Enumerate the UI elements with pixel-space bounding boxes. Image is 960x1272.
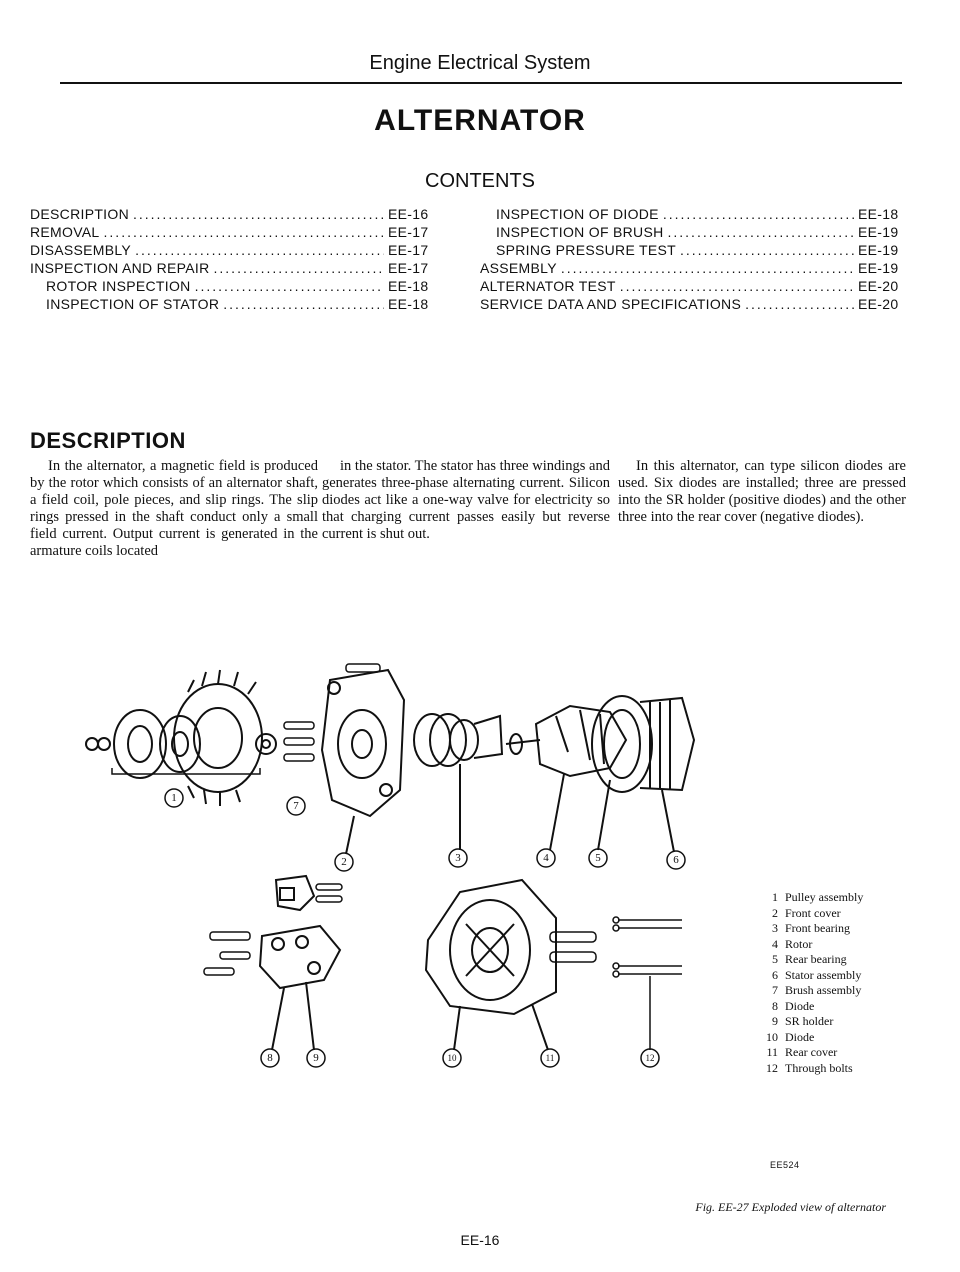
callout-7: 7 — [293, 800, 299, 812]
contents-entry-label: SPRING PRESSURE TEST — [496, 242, 677, 258]
callout-6: 6 — [673, 854, 679, 866]
exploded-view-diagram — [70, 640, 710, 1110]
figure-legend — [762, 890, 863, 1076]
contents-entry-label: ASSEMBLY — [480, 260, 557, 276]
contents-entry-label: INSPECTION OF STATOR — [46, 296, 220, 312]
pulley-assembly-drawing — [86, 670, 276, 806]
contents-entry — [480, 206, 902, 224]
legend-item-number: 2 — [772, 905, 778, 920]
legend-item-number: 4 — [772, 936, 778, 951]
legend-item — [762, 999, 863, 1015]
contents-entry-page: EE-20 — [858, 296, 899, 312]
callout-9: 9 — [313, 1052, 319, 1064]
legend-item-number: 7 — [772, 983, 778, 997]
contents-entry — [480, 260, 902, 278]
contents-heading: CONTENTS — [425, 170, 535, 192]
contents-entry — [30, 242, 432, 260]
legend-item-text: Front bearing — [785, 921, 850, 935]
legend-item-number: 12 — [766, 1060, 778, 1075]
contents-entry-label: ROTOR INSPECTION — [46, 278, 191, 294]
legend-item-text: Through bolts — [785, 1060, 853, 1075]
legend-item — [762, 952, 863, 968]
legend-item-text: Brush assembly — [785, 983, 862, 997]
contents-entry — [30, 206, 432, 224]
callout-5: 5 — [595, 852, 601, 864]
dot-leader — [133, 206, 384, 222]
legend-item-number: 11 — [766, 1045, 778, 1059]
contents-entry-label: SERVICE DATA AND SPECIFICATIONS — [480, 296, 742, 312]
callout-4: 4 — [543, 852, 549, 864]
contents-entry-label: DISASSEMBLY — [30, 242, 132, 258]
dot-leader — [620, 278, 854, 294]
contents-entry-page: EE-19 — [858, 260, 899, 276]
callout-2: 2 — [341, 856, 347, 868]
legend-item — [762, 968, 863, 984]
stator-assembly-drawing — [592, 696, 694, 852]
front-bearing-drawing — [414, 714, 502, 850]
contents-entry-label: DESCRIPTION — [30, 206, 129, 222]
legend-item — [762, 1030, 863, 1046]
figure-code: EE524 — [770, 1160, 800, 1170]
callout-3: 3 — [455, 852, 461, 864]
legend-item-text: Front cover — [785, 905, 841, 920]
contents-entry-page: EE-17 — [388, 260, 429, 276]
brush-assembly-drawing — [276, 876, 342, 910]
legend-item-text: Pulley assembly — [785, 890, 864, 904]
figure-caption: Fig. EE-27 Exploded view of alternator — [695, 1200, 886, 1214]
legend-item-text: Stator assembly — [785, 967, 862, 982]
contents-entry-label: INSPECTION AND REPAIR — [30, 260, 210, 276]
bolt-set-drawing — [284, 722, 314, 761]
contents-entry-label: INSPECTION OF DIODE — [496, 206, 659, 222]
dot-leader — [668, 224, 855, 240]
legend-item — [762, 921, 863, 937]
legend-item — [762, 1014, 863, 1030]
legend-item — [762, 1061, 863, 1077]
dot-leader — [195, 278, 384, 294]
legend-item — [762, 906, 863, 922]
legend-item-text: Rear cover — [785, 1045, 838, 1059]
contents-entry-page: EE-16 — [388, 206, 429, 222]
dot-leader — [104, 224, 384, 240]
contents-entry-label: ALTERNATOR TEST — [480, 278, 616, 294]
legend-item-text: SR holder — [785, 1014, 834, 1028]
callout-10: 10 — [447, 1053, 457, 1063]
legend-item-number: 5 — [772, 952, 778, 966]
page-title: ALTERNATOR — [374, 104, 586, 137]
contents-entry-page: EE-20 — [858, 278, 899, 294]
callout-8: 8 — [267, 1052, 273, 1064]
header-rule — [60, 82, 902, 84]
sr-holder-drawing — [204, 926, 340, 1050]
dot-leader — [223, 296, 384, 312]
legend-item — [762, 1045, 863, 1061]
contents-entry — [480, 242, 902, 260]
legend-item-text: Rotor — [785, 936, 813, 951]
contents-entry-page: EE-18 — [388, 278, 429, 294]
description-heading: DESCRIPTION — [30, 428, 186, 453]
contents-entry-page: EE-19 — [858, 242, 899, 258]
description-column-3: In this alternator, can type silicon diodes are used. Six diodes are installed; three are pressed into the SR holder (positive diodes) and the other three into the rear cover (negative diodes). — [618, 458, 906, 525]
contents-list-left — [30, 206, 432, 314]
contents-entry — [480, 296, 902, 314]
callout-12: 12 — [645, 1053, 655, 1063]
callout-1: 1 — [171, 792, 177, 804]
contents-entry — [30, 224, 432, 242]
callout-11: 11 — [545, 1053, 555, 1063]
legend-item-number: 1 — [772, 890, 778, 904]
dot-leader — [745, 296, 854, 312]
contents-entry — [30, 260, 432, 278]
contents-entry — [30, 278, 432, 296]
dot-leader — [135, 242, 384, 258]
legend-item-number: 3 — [772, 921, 778, 935]
description-column-2: in the stator. The stator has three windings and generates three-phase alternating current. Silicon diodes act like a one-way valve for electricity so that charging current passes easily but reverse current is shut out. — [322, 458, 610, 542]
contents-entry — [480, 224, 902, 242]
dot-leader — [214, 260, 384, 276]
legend-item-text: Diode — [785, 998, 815, 1013]
contents-entry-page: EE-17 — [388, 242, 429, 258]
legend-item-number: 6 — [772, 967, 778, 982]
contents-entry-page: EE-18 — [858, 206, 899, 222]
rotor-drawing — [506, 706, 626, 850]
dot-leader — [561, 260, 854, 276]
through-bolts-drawing — [613, 917, 682, 1050]
contents-entry-label: REMOVAL — [30, 224, 100, 240]
legend-item-text: Diode — [785, 1029, 815, 1044]
dot-leader — [680, 242, 854, 258]
section-header: Engine Electrical System — [369, 52, 591, 74]
front-cover-drawing — [322, 664, 404, 854]
contents-entry-label: INSPECTION OF BRUSH — [496, 224, 664, 240]
contents-entry-page: EE-18 — [388, 296, 429, 312]
legend-item — [762, 937, 863, 953]
contents-entry — [480, 278, 902, 296]
dot-leader — [663, 206, 854, 222]
legend-item — [762, 890, 863, 906]
legend-item-number: 9 — [772, 1014, 778, 1028]
contents-entry-page: EE-17 — [388, 224, 429, 240]
contents-entry-page: EE-19 — [858, 224, 899, 240]
legend-item-number: 10 — [766, 1029, 778, 1044]
legend-item — [762, 983, 863, 999]
page-number: EE-16 — [460, 1232, 500, 1248]
contents-list-right — [480, 206, 902, 314]
rear-cover-drawing — [426, 880, 596, 1050]
contents-entry — [30, 296, 432, 314]
legend-item-number: 8 — [772, 998, 778, 1013]
description-column-1: In the alternator, a magnetic field is produced by the rotor which consists of an alternator shaft, a field coil, pole pieces, and slip rings. The slip rings pressed in the shaft conduct only a small field current. Output current is generated in the armature coils located — [30, 458, 318, 559]
legend-item-text: Rear bearing — [785, 952, 847, 966]
